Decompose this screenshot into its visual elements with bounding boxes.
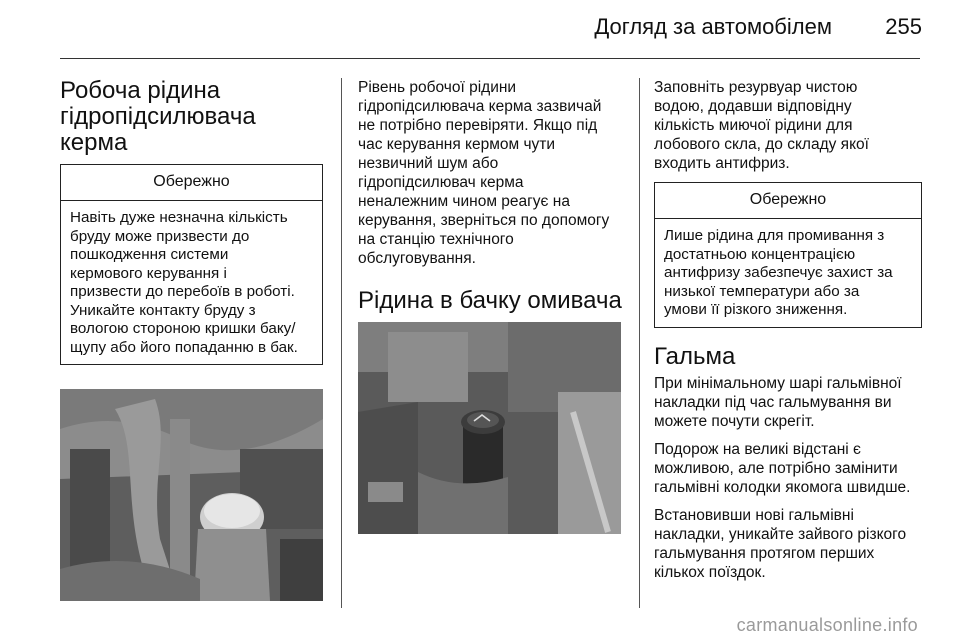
warning-title: Обережно xyxy=(61,165,322,201)
warning-body xyxy=(61,201,322,364)
text-line: час керування кермом чути xyxy=(358,136,556,153)
warning-line: антифризу забезпечує захист за xyxy=(664,264,893,281)
warning-line: щупу або його попаданню в бак. xyxy=(70,338,298,356)
page-header-title: Догляд за автомобілем xyxy=(594,14,832,39)
warning-line: пошкодження системи xyxy=(70,246,229,263)
section-heading-washer-fluid: Рідина в бачку омивача xyxy=(358,287,622,314)
washer-fill-paragraph xyxy=(654,78,922,173)
column-1 xyxy=(60,78,323,601)
warning-line: достатньою концентрацією xyxy=(664,245,856,263)
text-line: незвичний шум або xyxy=(358,155,499,172)
section-heading-power-steering-fluid xyxy=(60,78,323,156)
column-2 xyxy=(358,78,624,534)
engine-photo-steering-reservoir xyxy=(60,389,323,601)
text-line: входить антифриз. xyxy=(654,155,790,172)
text-line: Заповніть резурвуар чистою xyxy=(654,79,858,96)
column-divider-1 xyxy=(341,78,342,608)
column-divider-2 xyxy=(639,78,640,608)
engine-photo-drawing xyxy=(358,322,621,534)
warning-box-dirt xyxy=(60,164,323,365)
text-line: кількість миючої рідини для xyxy=(654,117,853,134)
text-line: неналежним чином реагує на xyxy=(358,193,570,210)
footer-watermark: carmanualsonline.info xyxy=(736,615,918,635)
section-heading-brakes: Гальма xyxy=(654,342,736,370)
text-line: накладки, уникайте зайвого різкого xyxy=(654,525,907,543)
warning-line: призвести до перебоїв в роботі. xyxy=(70,283,295,300)
warning-line: умови її різкого зниження. xyxy=(664,301,848,318)
text-line: Встановивши нові гальмівні xyxy=(654,506,854,524)
page-number: 255 xyxy=(885,14,922,39)
fluid-level-paragraph xyxy=(358,78,624,268)
text-line: лобового скла, до складу якої xyxy=(654,136,869,153)
warning-line: кермового керування і xyxy=(70,264,227,282)
warning-line: вологою стороною кришки баку/ xyxy=(70,320,296,337)
text-line: Рівень робочої рідини xyxy=(358,79,517,96)
text-line: При мінімальному шарі гальмівної xyxy=(654,374,902,392)
header-rule xyxy=(60,58,920,59)
text-line: керування, зверніться по допомогу xyxy=(358,212,610,229)
warning-box-antifreeze xyxy=(654,182,922,328)
text-line: накладки під час гальмування ви xyxy=(654,393,892,411)
text-line: гальмування протягом перших xyxy=(654,544,875,562)
text-line: гальмівні колодки якомога швидше. xyxy=(654,478,911,496)
engine-photo-drawing xyxy=(60,389,323,601)
column-3 xyxy=(654,78,922,591)
text-line: можете почути скрегіт. xyxy=(654,412,815,430)
heading-line-1: Робоча рідина xyxy=(60,77,221,104)
warning-line: низької температури або за xyxy=(664,282,860,300)
warning-line: бруду може призвести до xyxy=(70,227,250,245)
engine-photo-washer-reservoir xyxy=(358,322,621,534)
text-line: на станцію технічного xyxy=(358,231,514,248)
text-line: Подорож на великі відстані є xyxy=(654,440,861,458)
warning-title: Обережно xyxy=(655,183,921,219)
text-line: обслуговування. xyxy=(358,250,476,267)
text-line: не потрібно перевіряти. Якщо під xyxy=(358,117,598,134)
brake-paragraph-3 xyxy=(654,506,922,582)
warning-line: Навіть дуже незначна кількість xyxy=(70,209,288,226)
warning-line: Уникайте контакту бруду з xyxy=(70,301,256,319)
text-line: гідропідсилювач керма xyxy=(358,174,524,191)
brake-paragraph-1 xyxy=(654,374,922,431)
warning-body xyxy=(655,219,921,327)
text-line: гідропідсилювача керма зазвичай xyxy=(358,98,602,115)
text-line: водою, додавши відповідну xyxy=(654,98,852,115)
brake-paragraph-2 xyxy=(654,440,922,497)
text-line: можливою, але потрібно замінити xyxy=(654,459,898,477)
text-line: кількох поїздок. xyxy=(654,563,766,581)
warning-line: Лише рідина для промивання з xyxy=(664,227,885,244)
heading-line-2: гідропідсилювача керма xyxy=(60,103,256,156)
